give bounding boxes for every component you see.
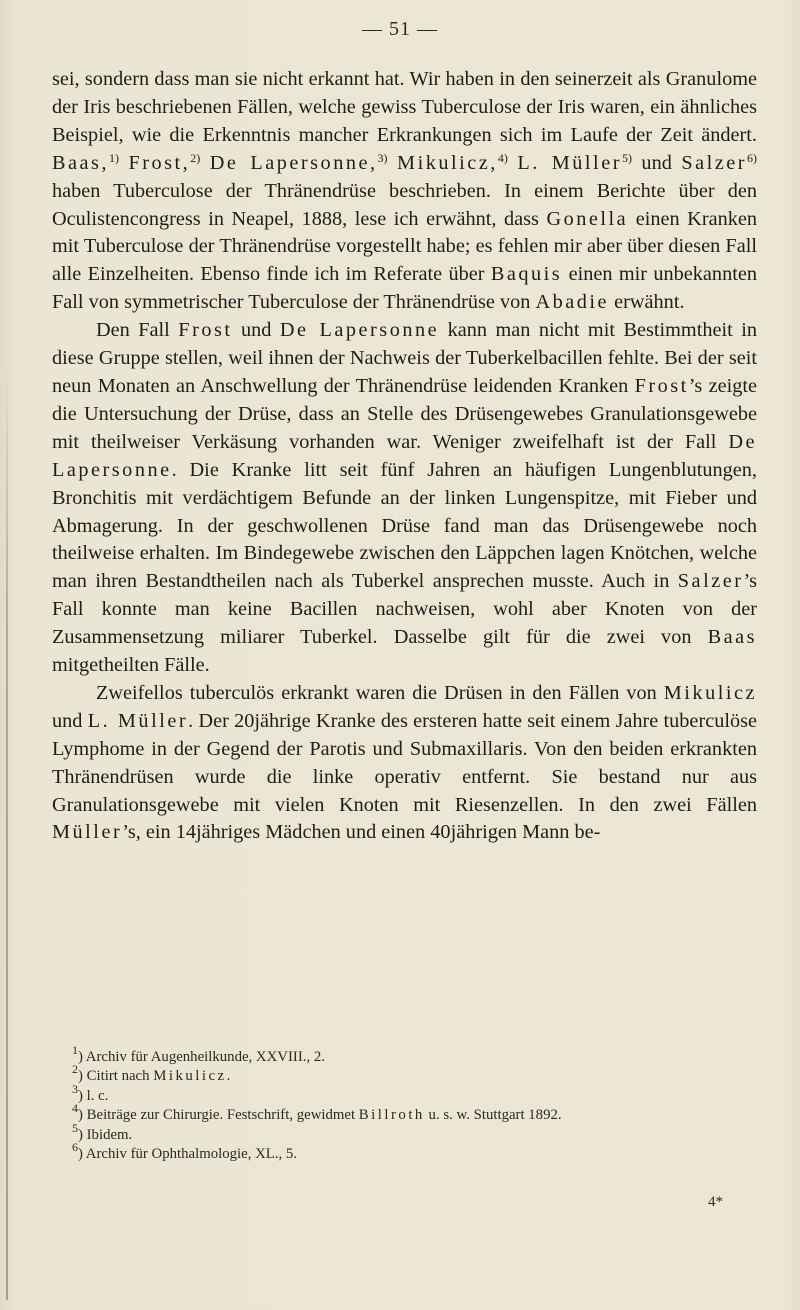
paragraph-3 xyxy=(52,680,757,847)
text-run: mitgetheilten Fälle. xyxy=(52,654,210,677)
text-run: und xyxy=(232,319,280,342)
text-run: ) Ibidem. xyxy=(78,1126,133,1143)
text-run: sei, sondern dass man sie nicht erkannt hat. Wir haben in den seinerzeit als Granulome der Iris beschriebenen Fällen, welche gewiss Tuberculose der Iris waren, ein ähnliches Beispiel, wie die Erkenntnis mancher Erkrankungen sich im Laufe der Zeit ändert. xyxy=(52,68,757,146)
spaced-name: Frost, xyxy=(128,151,191,174)
spaced-name: Gonella xyxy=(546,207,629,230)
spaced-name: L. Müller xyxy=(517,151,622,174)
footnote-ref: 5) xyxy=(621,150,632,165)
text-run xyxy=(200,152,209,174)
text-run: ’s Fall konnte man keine Bacillen nachweisen, wohl aber Knoten von der Zusammensetzung miliarer Tuberkel. Dasselbe gilt für die zwei von xyxy=(52,570,757,649)
footnote-number: 2 xyxy=(72,1062,78,1077)
text-run: ) l. c. xyxy=(78,1087,109,1104)
spaced-name: Mikulicz, xyxy=(397,151,498,174)
spaced-name: Baquis xyxy=(490,263,563,286)
text-run: Zweifellos tuberculös erkrankt waren die Drüsen in den Fällen von xyxy=(96,681,664,704)
text-run: kann man nicht mit Bestimmtheit in diese Gruppe stellen, weil ihnen der Nachweis der Tuberkelbacillen fehlte. Bei der seit neun Monaten an Anschwellung der Thränendrüse leidenden Kranken xyxy=(52,319,757,397)
footnote-ref: 2) xyxy=(190,150,201,165)
spaced-name: Baas, xyxy=(52,151,109,174)
footnote-number: 5 xyxy=(72,1120,78,1135)
text-run: einen Kranken mit Tuberculose der Thränendrüse vorgestellt habe; es fehlen mir aber über diesen Fall alle Einzelheiten. Ebenso finde ich im Referate über xyxy=(52,207,757,286)
footnote-ref: 1) xyxy=(109,150,119,165)
text-run: und xyxy=(631,151,682,174)
spaced-name: Müller xyxy=(52,821,123,844)
spaced-name: Salzer xyxy=(677,570,744,593)
spaced-name: Frost xyxy=(634,374,689,397)
footnotes xyxy=(52,1043,757,1164)
text-run: . Die Kranke litt seit fünf Jahren an häufigen Lungenblutungen, Bronchitis mit verdächtigem Befunde an der linken Lungenspitze, mit Fieber und Abmagerung. In der geschwollenen Drüse fand man das Drüsengewebe noch theilweise erhalten. Im Bindegewebe zwischen den Läppchen lagen Knötchen, welche man ihren Bestandtheilen nach als Tuberkel ansprechen musste. Auch in xyxy=(52,458,757,593)
spaced-name: De Lapersonne, xyxy=(209,151,378,174)
footnote-6 xyxy=(52,1140,757,1164)
text-run: ) Citirt nach xyxy=(78,1068,154,1085)
text-run: haben Tuberculose der Thränendrüse beschrieben. In einem Berichte über den Oculistencongress in Neapel, 1888, lese ich erwähnt, dass xyxy=(52,179,757,230)
text-run: . Der 20jährige Kranke des ersteren hatte seit einem Jahre tuberculöse Lymphome in der Gegend der Parotis und Submaxillaris. Von den beiden erkrankten Thränendrüsen wurde die linke operativ entfernt. Sie bestand nur aus Granulationsgewebe mit vielen Knoten mit Riesenzellen. In den zwei Fällen xyxy=(52,709,758,816)
body-text xyxy=(52,66,757,847)
spaced-name: Mikulicz xyxy=(663,681,757,704)
footnote-2 xyxy=(52,1062,757,1086)
footnote-number: 4 xyxy=(72,1101,78,1116)
spaced-name: Frost xyxy=(178,319,233,342)
text-run: und xyxy=(52,709,88,732)
text-run: einen mir unbekannten Fall von symmetrischer Tuberculose der Thränendrüse von xyxy=(52,263,757,314)
footnote-number: 1 xyxy=(72,1043,78,1057)
footnote-ref: 4) xyxy=(497,150,508,165)
spaced-name: De Lapersonne xyxy=(279,319,440,342)
spaced-name: Billroth xyxy=(358,1107,425,1124)
binding-shadow xyxy=(6,360,8,1300)
text-run: ) Archiv für Ophthalmologie, XL., 5. xyxy=(78,1146,298,1163)
footnote-ref: 3) xyxy=(377,150,388,165)
text-run xyxy=(508,152,517,174)
text-run: u. s. w. Stuttgart 1892. xyxy=(424,1107,562,1124)
footnote-1 xyxy=(52,1043,757,1067)
footnote-number: 6 xyxy=(72,1140,78,1155)
spaced-name: De Lapersonne xyxy=(52,430,757,481)
spaced-name: Mikulicz xyxy=(153,1068,227,1085)
text-run: Den Fall xyxy=(96,319,179,342)
spaced-name: L. Müller xyxy=(87,709,189,732)
paragraph-2 xyxy=(52,317,757,680)
page-number: — 51 — xyxy=(362,18,438,40)
text-run: erwähnt. xyxy=(609,291,685,314)
text-run xyxy=(388,152,397,174)
paragraph-1 xyxy=(52,66,757,317)
footnote-4 xyxy=(52,1101,757,1125)
footnote-3 xyxy=(52,1081,757,1106)
text-run: ) Beiträge zur Chirurgie. Festschrift, gewidmet xyxy=(78,1107,359,1124)
footnote-ref: 6) xyxy=(747,150,758,165)
spaced-name: Abadie xyxy=(535,291,610,314)
text-run: ) Archiv für Augenheilkunde, XXVIII., 2. xyxy=(78,1049,325,1065)
footnote-5 xyxy=(52,1120,757,1145)
spaced-name: Baas xyxy=(707,626,757,649)
text-run: ’s zeigte die Untersuchung der Drüse, dass an Stelle des Drüsengewebes Granulationsgewebe mit theilweiser Verkäsung vorhanden war. Weniger zweifelhaft ist der Fall xyxy=(52,374,757,453)
text-run: ’s, ein 14jähriges Mädchen und einen 40jährigen Mann be- xyxy=(122,821,601,844)
text-run: . xyxy=(226,1068,231,1085)
signature-mark: 4* xyxy=(708,1194,723,1210)
footnote-number: 3 xyxy=(72,1081,78,1096)
spaced-name: Salzer xyxy=(681,151,748,174)
